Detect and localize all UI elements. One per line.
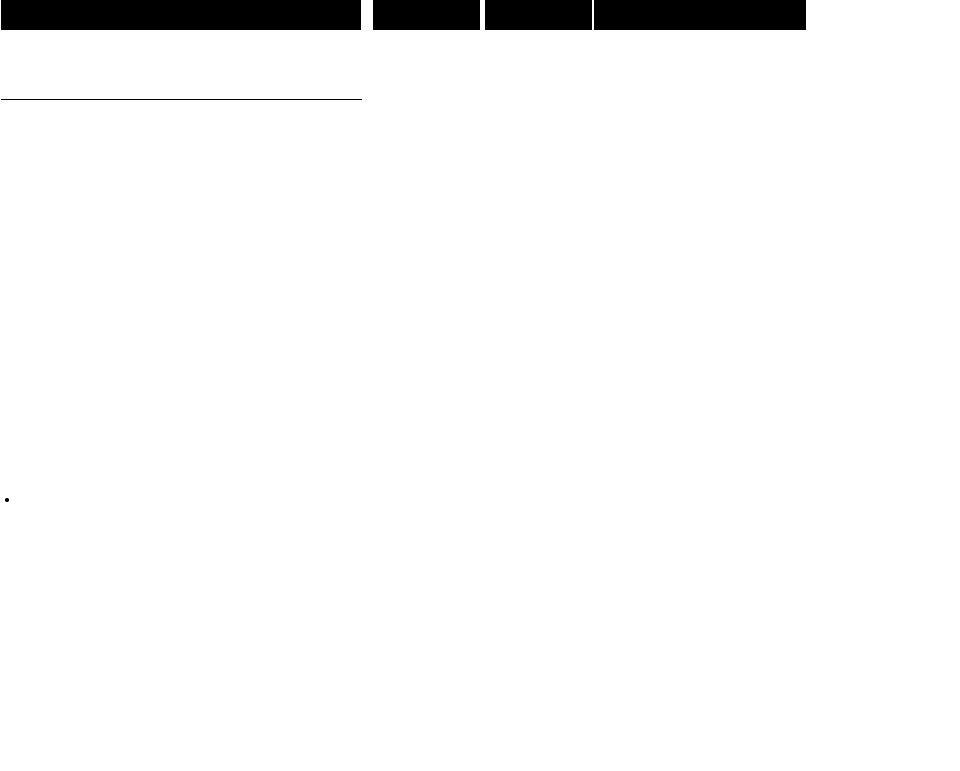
valid-from-date bbox=[594, 0, 806, 30]
title-bar-segment bbox=[485, 0, 592, 30]
section-heading bbox=[1, 97, 362, 100]
title-bar bbox=[0, 0, 806, 30]
standard-bullet-icon bbox=[5, 498, 9, 502]
title-bar-segment bbox=[373, 0, 480, 30]
legend bbox=[2, 491, 35, 506]
page-title bbox=[1, 0, 361, 30]
